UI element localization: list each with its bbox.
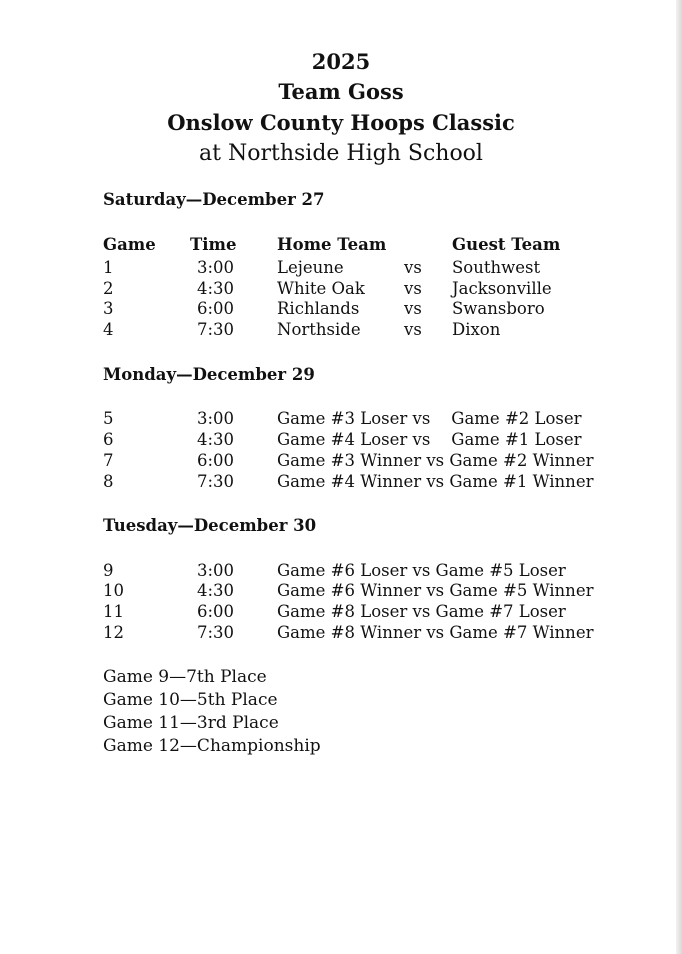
guest-team: Jacksonville xyxy=(452,279,552,298)
title-year: 2025 xyxy=(311,49,371,74)
game-number: 11 xyxy=(103,602,124,621)
title-venue: at Northside High School xyxy=(199,141,483,166)
matchup: Game #8 Loser vs Game #7 Loser xyxy=(277,602,566,621)
title-team: Team Goss xyxy=(278,79,404,104)
game-time: 4:30 xyxy=(197,279,235,298)
game-time: 7:30 xyxy=(197,623,235,642)
guest-team: Dixon xyxy=(452,320,501,339)
matchup: Game #4 Loser vs Game #1 Loser xyxy=(277,430,582,449)
home-team: White Oak xyxy=(277,279,365,298)
game-number: 2 xyxy=(103,279,114,298)
game-number: 1 xyxy=(103,258,114,277)
matchup: Game #3 Loser vs Game #2 Loser xyxy=(277,409,582,428)
game-number: 5 xyxy=(103,409,114,428)
matchup: Game #4 Winner vs Game #1 Winner xyxy=(277,472,594,491)
guest-team: Swansboro xyxy=(452,299,545,318)
game-number: 10 xyxy=(103,581,124,600)
game-time: 6:00 xyxy=(197,451,235,470)
matchup: Game #6 Loser vs Game #5 Loser xyxy=(277,561,566,580)
game-time: 4:30 xyxy=(197,581,235,600)
game-number: 4 xyxy=(103,320,114,339)
game-time: 3:00 xyxy=(197,409,235,428)
game-number: 3 xyxy=(103,299,114,318)
versus-label: vs xyxy=(404,299,422,318)
game-time: 3:00 xyxy=(197,561,235,580)
game-number: 7 xyxy=(103,451,114,470)
matchup: Game #3 Winner vs Game #2 Winner xyxy=(277,451,594,470)
game-time: 7:30 xyxy=(197,472,235,491)
game-number: 9 xyxy=(103,561,114,580)
saturday-heading: Saturday—December 27 xyxy=(103,190,325,209)
game-time: 4:30 xyxy=(197,430,235,449)
versus-label: vs xyxy=(404,320,422,339)
home-team: Richlands xyxy=(277,299,360,318)
matchup: Game #8 Winner vs Game #7 Winner xyxy=(277,623,594,642)
column-header-guest-team: Guest Team xyxy=(452,235,561,254)
home-team: Northside xyxy=(277,320,361,339)
placement-item: Game 10—5th Place xyxy=(103,690,278,710)
column-header-home-team: Home Team xyxy=(277,235,387,254)
game-time: 6:00 xyxy=(197,602,235,621)
game-number: 12 xyxy=(103,623,124,642)
game-time: 7:30 xyxy=(197,320,235,339)
title-event: Onslow County Hoops Classic xyxy=(167,110,515,135)
placement-item: Game 9—7th Place xyxy=(103,667,267,687)
home-team: Lejeune xyxy=(277,258,344,277)
placement-item: Game 12—Championship xyxy=(103,736,321,756)
tuesday-heading: Tuesday—December 30 xyxy=(103,516,317,535)
game-number: 8 xyxy=(103,472,114,491)
matchup: Game #6 Winner vs Game #5 Winner xyxy=(277,581,594,600)
guest-team: Southwest xyxy=(452,258,541,277)
game-number: 6 xyxy=(103,430,114,449)
placement-item: Game 11—3rd Place xyxy=(103,713,279,733)
column-header-game: Game xyxy=(103,235,156,254)
monday-heading: Monday—December 29 xyxy=(103,365,315,384)
versus-label: vs xyxy=(404,258,422,277)
game-time: 6:00 xyxy=(197,299,235,318)
column-header-time: Time xyxy=(190,235,237,254)
versus-label: vs xyxy=(404,279,422,298)
game-time: 3:00 xyxy=(197,258,235,277)
